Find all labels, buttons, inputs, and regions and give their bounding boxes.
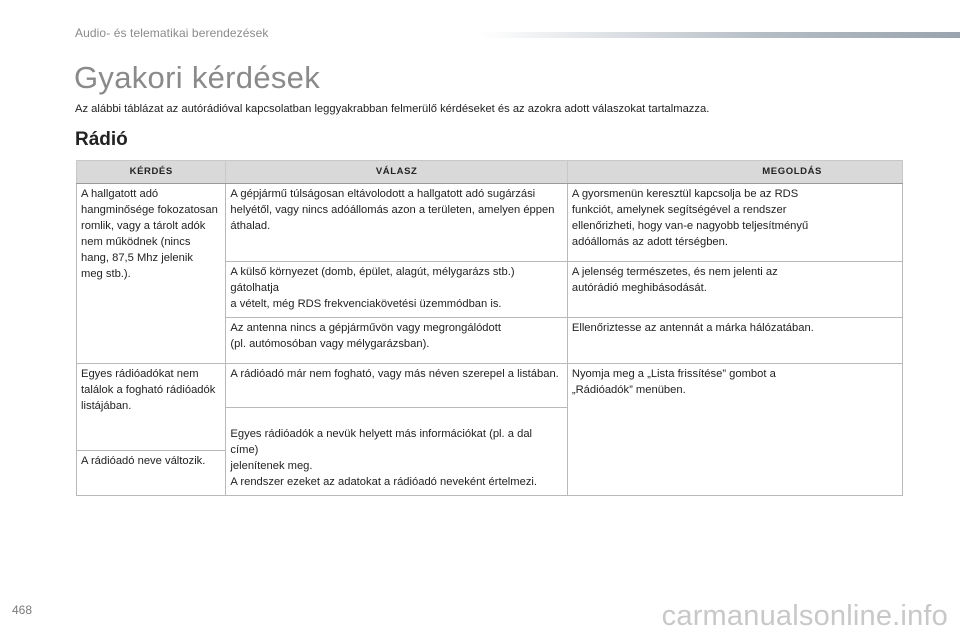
solution-cell: A gyorsmenün keresztül kapcsolja be az RDS funkciót, amelynek segítségével a rendszer ellenőrizheti, hogy van-e nagyobb teljesítményű adóállomás az adott térségben. [567, 184, 902, 262]
answer-cell: A külső környezet (domb, épület, alagút, mélygarázs stb.) gátolhatja a vételt, még RDS frekvenciakövetési üzemmódban is. [226, 262, 567, 318]
column-header-question: KÉRDÉS [77, 161, 226, 184]
table-row [77, 184, 903, 262]
solution-cell: A jelenség természetes, és nem jelenti az autórádió meghibásodását. [567, 262, 902, 318]
question-cell: A rádióadó neve változik. [77, 450, 226, 495]
page-title: Gyakori kérdések [74, 60, 321, 95]
section-header: Audio- és telematikai berendezések [75, 26, 269, 40]
answer-cell: Az antenna nincs a gépjárművön vagy megrongálódott (pl. autómosóban vagy mélygarázsban). [226, 318, 567, 364]
page-number: 468 [12, 603, 33, 617]
section-title: Rádió [75, 129, 128, 150]
question-cell: A hallgatott adó hangminősége fokozatosan romlik, vagy a tárolt adók nem működnek (nincs hang, 87,5 Mhz jelenik meg stb.). [77, 184, 226, 364]
column-header-solution: MEGOLDÁS [567, 161, 902, 184]
answer-cell: A gépjármű túlságosan eltávolodott a hallgatott adó sugárzási helyétől, vagy nincs adóállomás azon a területen, amelyen éppen áthalad. [226, 184, 567, 262]
intro-text: Az alábbi táblázat az autórádióval kapcsolatban leggyakrabban felmerülő kérdéseket és az azokra adott válaszokat tartalmazza. [75, 103, 710, 115]
table-header-row [77, 161, 903, 184]
answer-cell: A rádióadó már nem fogható, vagy más néven szerepel a listában. [226, 364, 567, 408]
question-cell: Egyes rádióadókat nem találok a fogható rádióadók listájában. [77, 364, 226, 451]
column-header-answer: VÁLASZ [226, 161, 567, 184]
solution-cell: Ellenőriztesse az antennát a márka hálózatában. [567, 318, 902, 364]
solution-cell: Nyomja meg a „Lista frissítése” gombot a „Rádióadók” menüben. [567, 364, 902, 496]
answer-cell: Egyes rádióadók a nevük helyett más információkat (pl. a dal címe) jelenítenek meg. A rendszer ezeket az adatokat a rádióadó neveként értelmezi. [226, 408, 567, 496]
table-row [77, 364, 903, 408]
faq-table [76, 160, 903, 496]
header-decoration-bar [480, 32, 960, 38]
watermark: carmanualsonline.info [661, 600, 948, 632]
